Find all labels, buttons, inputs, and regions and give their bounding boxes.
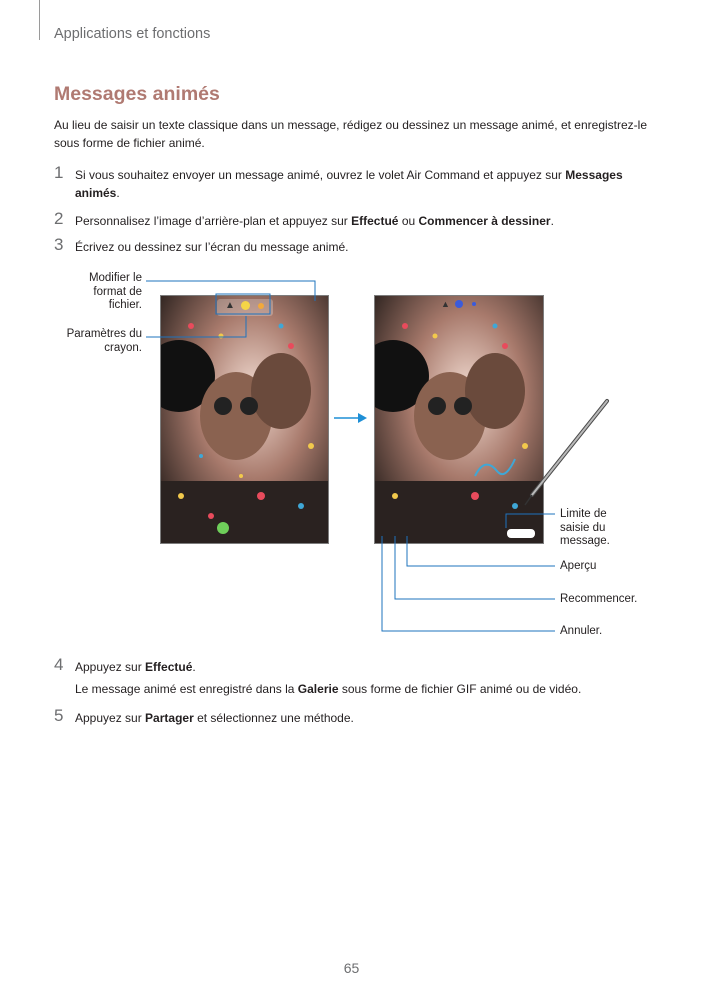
step-number: 5 bbox=[54, 706, 64, 725]
step-text: Écrivez ou dessinez sur l’écran du message animé. bbox=[75, 240, 349, 254]
flame-icon[interactable]: ▲ bbox=[441, 299, 450, 309]
step-detail: Le message animé est enregistré dans la Galerie sous forme de fichier GIF animé ou de vidéo. bbox=[75, 682, 582, 696]
page-number: 65 bbox=[343, 960, 360, 976]
step-text: Appuyez sur Effectué. bbox=[75, 660, 196, 674]
step-text: Si vous souhaitez envoyer un message animé, ouvrez le volet Air Command et appuyez sur Messages animés. bbox=[75, 168, 623, 200]
flame-icon[interactable]: ▲ bbox=[225, 300, 235, 311]
callout-pen-settings: Paramètres du crayon. bbox=[66, 328, 142, 354]
callout-restart: Recommencer. bbox=[560, 593, 638, 605]
step-text: Appuyez sur Partager et sélectionnez une méthode. bbox=[75, 711, 354, 725]
step-number: 2 bbox=[54, 209, 64, 228]
step-number: 4 bbox=[54, 655, 64, 674]
chapter-header: Applications et fonctions bbox=[54, 26, 211, 42]
callout-preview: Aperçu bbox=[560, 560, 597, 572]
step-text: Personnalisez l’image d’arrière-plan et appuyez sur Effectué ou Commencer à dessiner. bbox=[75, 214, 554, 228]
callout-file-format: Modifier le format de fichier. bbox=[88, 272, 142, 311]
section-title: Messages animés bbox=[54, 83, 220, 105]
step-number: 1 bbox=[54, 163, 64, 182]
step-number: 3 bbox=[54, 235, 64, 254]
callout-input-limit: Limite de saisie du message. bbox=[560, 508, 610, 547]
intro-paragraph: Au lieu de saisir un texte classique dans un message, rédigez ou dessinez un message animé, et enregistrez-le sous forme de fichier animé. bbox=[54, 118, 647, 150]
callout-cancel: Annuler. bbox=[560, 625, 603, 637]
